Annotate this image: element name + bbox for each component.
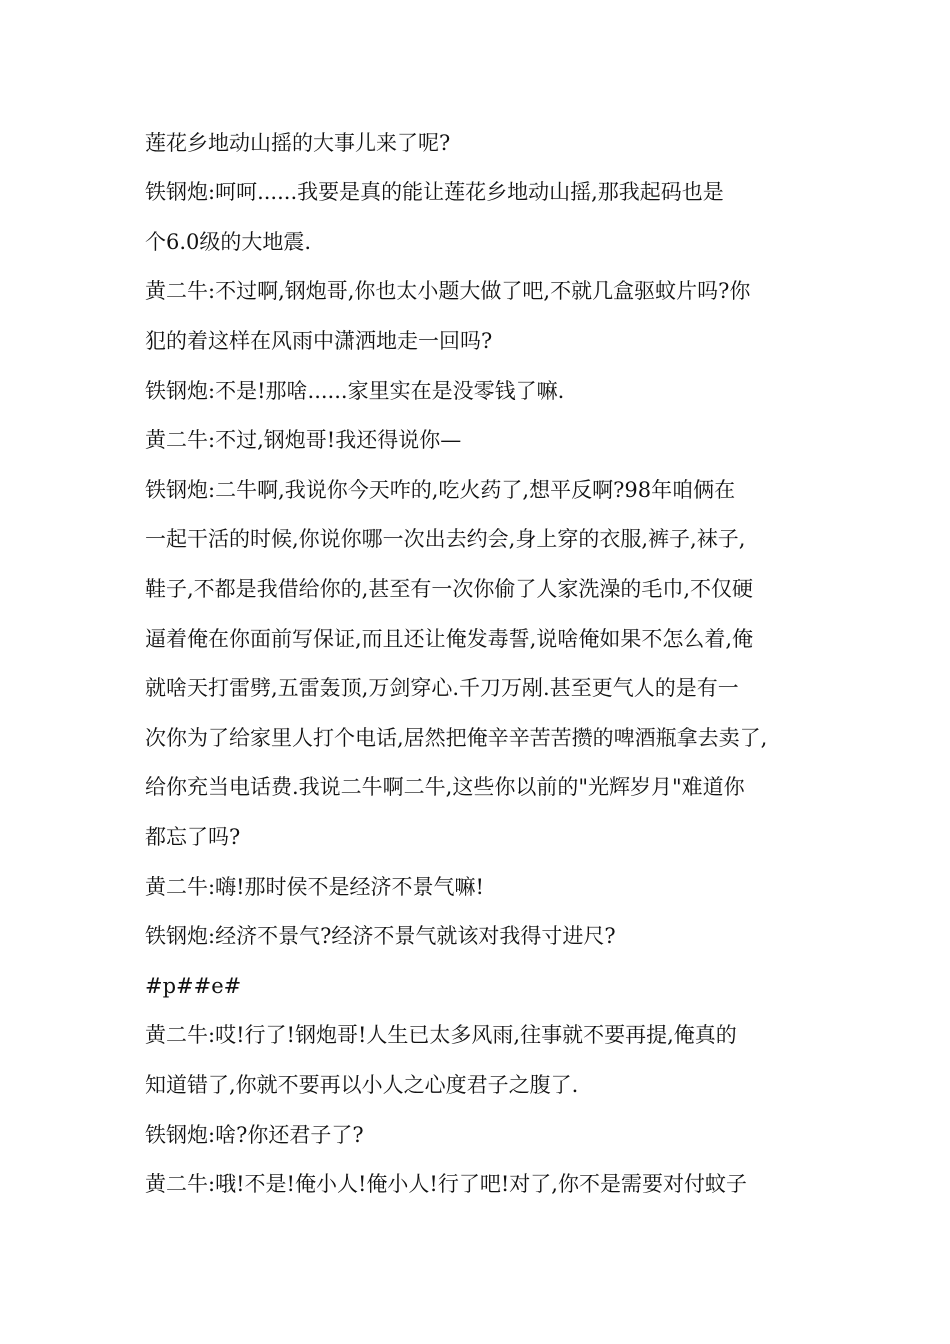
- text-line: 黄二牛:哎!行了!钢炮哥!人生已太多风雨,往事就不要再提,俺真的: [145, 1023, 737, 1047]
- text-line: 铁钢炮:呵呵......我要是真的能让莲花乡地动山摇,那我起码也是: [145, 180, 724, 204]
- text-line: 铁钢炮:经济不景气?经济不景气就该对我得寸进尺?: [145, 924, 616, 948]
- text-line: 知道错了,你就不要再以小人之心度君子之腹了.: [145, 1073, 579, 1097]
- text-line: 铁钢炮:不是!那啥......家里实在是没零钱了嘛.: [145, 379, 565, 403]
- text-line: 黄二牛:不过啊,钢炮哥,你也太小题大做了吧,不就几盒驱蚊片吗?你: [145, 279, 751, 303]
- text-line: 黄二牛:哦!不是!俺小人!俺小人!行了吧!对了,你不是需要对付蚊子: [145, 1172, 747, 1196]
- text-line: 犯的着这样在风雨中潇洒地走一回吗?: [145, 329, 493, 353]
- text-line: 铁钢炮:啥?你还君子了?: [145, 1123, 364, 1147]
- text-line: 黄二牛:嗨!那时侯不是经济不景气嘛!: [145, 875, 484, 899]
- text-line: 铁钢炮:二牛啊,我说你今天咋的,吃火药了,想平反啊?98年咱俩在: [145, 478, 736, 502]
- text-line: 莲花乡地动山摇的大事儿来了呢?: [145, 131, 451, 155]
- text-line: 一起干活的时候,你说你哪一次出去约会,身上穿的衣服,裤子,袜子,: [145, 527, 746, 551]
- text-line: 就啥天打雷劈,五雷轰顶,万剑穿心.千刀万剐.甚至更气人的是有一: [145, 676, 739, 700]
- text-line: 个6.0级的大地震.: [145, 230, 312, 254]
- text-line: 次你为了给家里人打个电话,居然把俺辛辛苦苦攒的啤酒瓶拿去卖了,: [145, 726, 768, 750]
- text-line: 鞋子,不都是我借给你的,甚至有一次你偷了人家洗澡的毛巾,不仅硬: [145, 577, 754, 601]
- text-line: 黄二牛:不过,钢炮哥!我还得说你—: [145, 428, 462, 452]
- text-line: #p##e#: [145, 974, 242, 998]
- text-line: 逼着俺在你面前写保证,而且还让俺发毒誓,说啥俺如果不怎么着,俺: [145, 627, 754, 651]
- text-line: 都忘了吗?: [145, 825, 241, 849]
- text-line: 给你充当电话费.我说二牛啊二牛,这些你以前的"光辉岁月"难道你: [145, 775, 745, 799]
